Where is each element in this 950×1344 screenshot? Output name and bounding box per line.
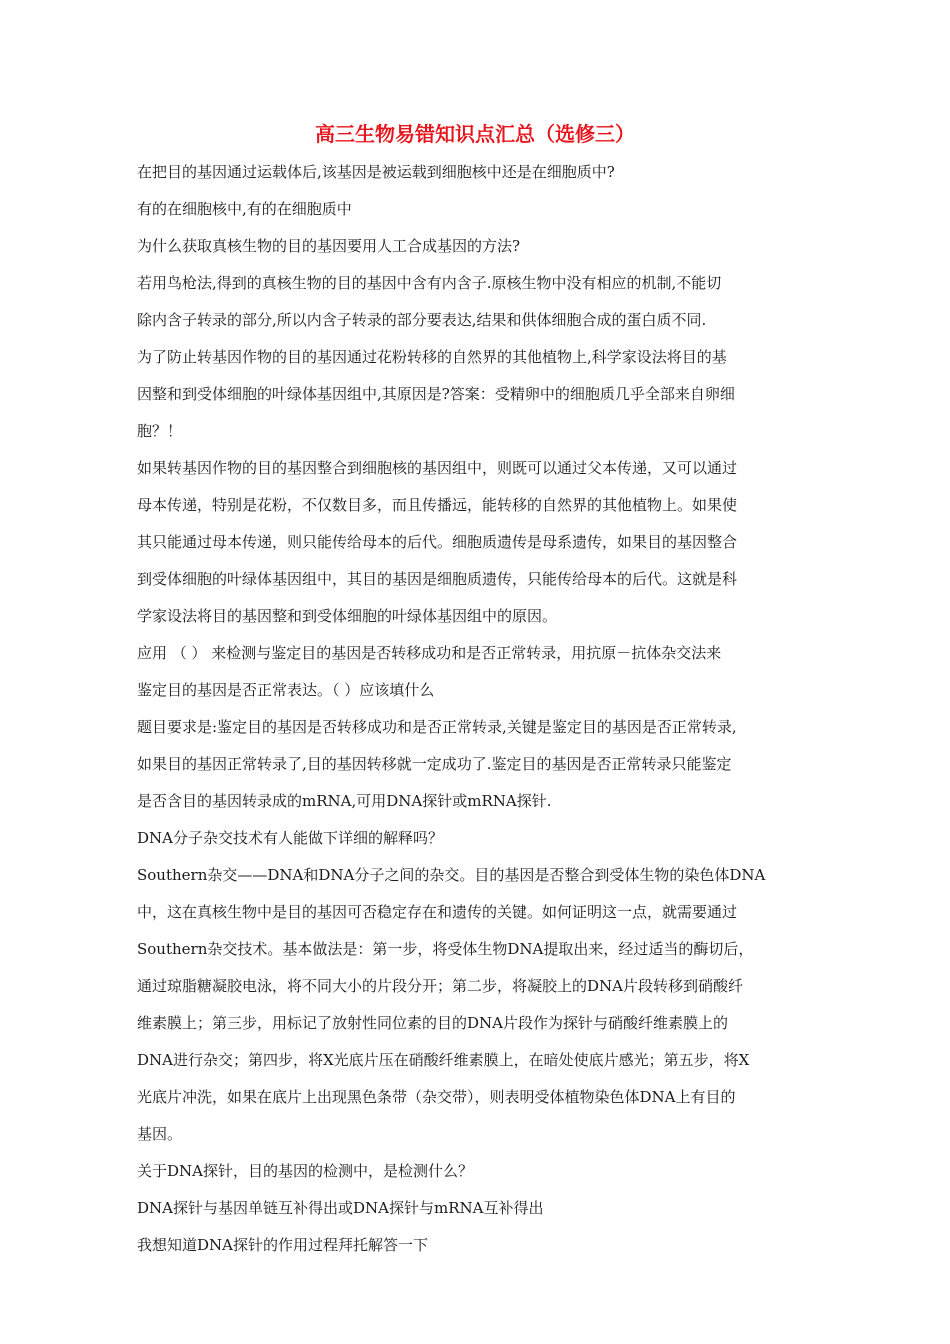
body-line: Southern杂交技术。基本做法是：第一步，将受体生物DNA提取出来，经过适当的酶切后， (137, 940, 754, 958)
body-line: 关于DNA探针，目的基因的检测中，是检测什么？ (137, 1162, 473, 1180)
body-line: Southern杂交——DNA和DNA分子之间的杂交。目的基因是否整合到受体生物的染色体DNA (137, 866, 766, 884)
body-line: 如果转基因作物的目的基因整合到细胞核的基因组中，则既可以通过父本传递，又可以通过 (137, 459, 738, 477)
body-line: 中，这在真核生物中是目的基因可否稳定存在和遗传的关键。如何证明这一点，就需要通过 (137, 903, 738, 921)
body-line: 光底片冲洗，如果在底片上出现黑色条带（杂交带），则表明受体植物染色体DNA上有目的 (137, 1088, 736, 1106)
body-line: 通过琼脂糖凝胶电泳，将不同大小的片段分开；第二步，将凝胶上的DNA片段转移到硝酸纤 (137, 977, 743, 995)
body-line: 为了防止转基因作物的目的基因通过花粉转移的自然界的其他植物上,科学家设法将目的基 (137, 348, 727, 366)
body-line: 如果目的基因正常转录了,目的基因转移就一定成功了.鉴定目的基因是否正常转录只能鉴定 (137, 755, 732, 773)
body-line: 有的在细胞核中,有的在细胞质中 (137, 200, 352, 218)
body-line: 维素膜上；第三步，用标记了放射性同位素的目的DNA片段作为探针与硝酸纤维素膜上的 (137, 1014, 728, 1032)
body-line: DNA进行杂交；第四步，将X光底片压在硝酸纤维素膜上，在暗处使底片感光；第五步，将X (137, 1051, 750, 1069)
body-line: 到受体细胞的叶绿体基因组中，其目的基因是细胞质遗传，只能传给母本的后代。这就是科 (137, 570, 738, 588)
body-line: DNA分子杂交技术有人能做下详细的解释吗？ (137, 829, 443, 847)
body-line: 学家设法将目的基因整和到受体细胞的叶绿体基因组中的原因。 (137, 607, 558, 625)
body-line: 除内含子转录的部分,所以内含子转录的部分要表达,结果和供体细胞合成的蛋白质不同. (137, 311, 707, 329)
body-line: 题目要求是:鉴定目的基因是否转移成功和是否正常转录,关键是鉴定目的基因是否正常转录, (137, 718, 737, 736)
body-line: 鉴定目的基因是否正常表达。（ ）应该填什么 (137, 681, 435, 699)
body-line: 是否含目的基因转录成的mRNA,可用DNA探针或mRNA探针. (137, 792, 552, 810)
body-line: 母本传递，特别是花粉，不仅数目多，而且传播远，能转移的自然界的其他植物上。如果使 (137, 496, 738, 514)
body-line: 我想知道DNA探针的作用过程拜托解答一下 (137, 1236, 428, 1254)
body-line: 若用鸟枪法,得到的真核生物的目的基因中含有内含子.原核生物中没有相应的机制,不能切 (137, 274, 722, 292)
body-line: 其只能通过母本传递，则只能传给母本的后代。细胞质遗传是母系遗传，如果目的基因整合 (137, 533, 738, 551)
body-line: 为什么获取真核生物的目的基因要用人工合成基因的方法? (137, 237, 521, 255)
body-line: DNA探针与基因单链互补得出或DNA探针与mRNA互补得出 (137, 1199, 544, 1217)
body-line: 胞？！ (137, 422, 183, 440)
body-line: 因整和到受体细胞的叶绿体基因组中,其原因是?答案：受精卵中的细胞质几乎全部来自卵细 (137, 385, 735, 403)
document-title: 高三生物易错知识点汇总（选修三） (315, 122, 635, 146)
body-line: 在把目的基因通过运载体后,该基因是被运载到细胞核中还是在细胞质中? (137, 163, 615, 181)
body-line: 基因。 (137, 1125, 183, 1143)
body-line: 应用 （ ） 来检测与鉴定目的基因是否转移成功和是否正常转录，用抗原－抗体杂交法来 (137, 644, 722, 662)
document-body (137, 157, 813, 1267)
